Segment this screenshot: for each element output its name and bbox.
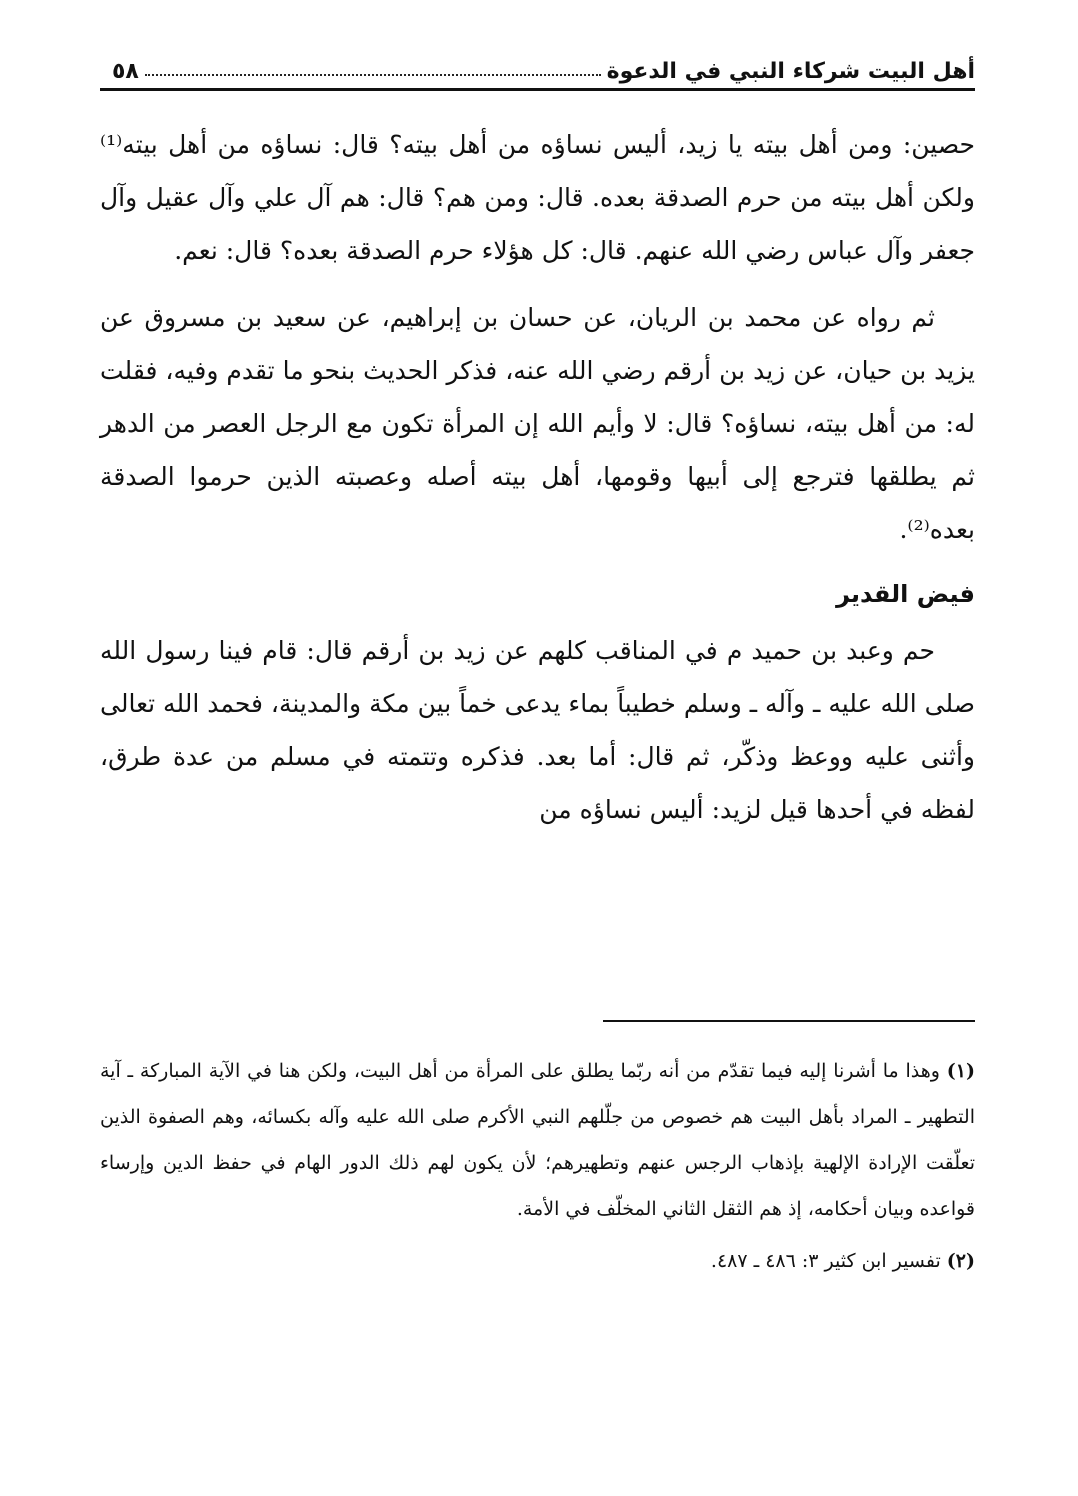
footnote-rule <box>603 1020 975 1022</box>
footnote-2-text: تفسير ابن كثير ٣: ٤٨٦ ـ ٤٨٧. <box>710 1250 941 1272</box>
footnote-1 <box>100 1048 975 1232</box>
page-number: ٥٨ <box>112 59 139 84</box>
footnote-1-marker: (١) <box>946 1060 976 1082</box>
footnotes <box>100 1048 975 1290</box>
main-text <box>100 118 975 850</box>
section-heading: فيض القدير <box>836 580 975 608</box>
footnote-1-text: وهذا ما أشرنا إليه فيما تقدّم من أنه ربّما يطلق على المرأة من أهل البيت، ولكن هنا في الآية المباركة ـ آية التطهير ـ المراد بأهل البيت هم خصوص من جلّلهم النبي الأكرم صلى الله عليه وآله بكسائه، وهم الصفوة الذين تعلّقت الإرادة الإلهية بإذهاب الرجس عنهم وتطهيرهم؛ لأن يكون لهم ذلك الدور الهام في حفظ الدين وإرساء قواعده وبيان أحكامه، إذ هم الثقل الثاني المخلّف في الأمة. <box>100 1060 975 1220</box>
paragraph-2: ثم رواه عن محمد بن الريان، عن حسان بن إبراهيم، عن سعيد بن مسروق عن يزيد بن حيان، عن زيد بن أرقم رضي الله عنه، فذكر الحديث بنحو ما تقدم وفيه، فقلت له: من أهل بيته، نساؤه؟ قال: لا وأيم الله إن المرأة تكون مع الرجل العصر من الدهر ثم يطلقها فترجع إلى أبيها وقومها، أهل بيته أصله وعصبته الذين حرموا الصدقة بعده⁽²⁾. <box>100 303 975 544</box>
paragraph-3: حم وعبد بن حميد م في المناقب كلهم عن زيد بن أرقم قال: قام فينا رسول الله صلى الله عليه ـ وآله ـ وسلم خطيباً بماء يدعى خماً بين مكة والمدينة، فحمد الله تعالى وأثنى عليه ووعظ وذكّر، ثم قال: أما بعد. فذكره وتتمته في مسلم من عدة طرق، لفظه في أحدها قيل لزيد: أليس نساؤه من <box>100 636 975 824</box>
footnote-2-marker: (٢) <box>946 1250 975 1272</box>
running-header <box>100 44 975 84</box>
paragraph-1: حصين: ومن أهل بيته يا زيد، أليس نساؤه من أهل بيته؟ قال: نساؤه من أهل بيته⁽¹⁾ ولكن أهل بيته من حرم الصدقة بعده. قال: ومن هم؟ قال: هم آل علي وآل عقيل وآل جعفر وآل عباس رضي الله عنهم. قال: كل هؤلاء حرم الصدقة بعده؟ قال: نعم. <box>100 130 975 265</box>
footnote-2 <box>100 1238 975 1284</box>
header-rule <box>100 88 975 91</box>
header-leader-dots <box>145 74 601 76</box>
running-title: أهل البيت شركاء النبي في الدعوة <box>606 59 975 84</box>
